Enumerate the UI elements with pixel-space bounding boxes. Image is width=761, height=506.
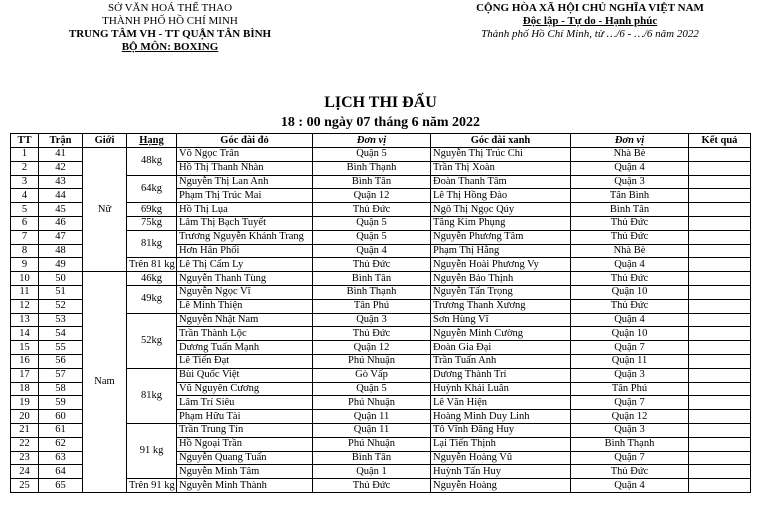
header-right — [440, 2, 740, 41]
blue-unit-cell: Quận 3 — [571, 368, 689, 382]
gender-cell: Nam — [83, 272, 127, 493]
red-unit-cell: Quận 1 — [313, 465, 431, 479]
red-fighter-cell: Bùi Quốc Việt — [177, 368, 313, 382]
blue-fighter-cell: Phạm Thị Hằng — [431, 244, 571, 258]
match-cell: 44 — [39, 189, 83, 203]
red-fighter-cell: Trần Trung Tín — [177, 423, 313, 437]
red-fighter-cell: Phạm Hữu Tài — [177, 410, 313, 424]
tt-cell: 2 — [11, 161, 39, 175]
red-fighter-cell: Võ Ngọc Trân — [177, 148, 313, 162]
match-cell: 56 — [39, 354, 83, 368]
blue-unit-cell: Quận 12 — [571, 410, 689, 424]
blue-unit-cell: Tân Phú — [571, 382, 689, 396]
match-cell: 57 — [39, 368, 83, 382]
red-unit-cell: Quận 11 — [313, 423, 431, 437]
blue-unit-cell: Quận 10 — [571, 285, 689, 299]
result-cell — [689, 479, 751, 493]
match-cell: 48 — [39, 244, 83, 258]
blue-fighter-cell: Trần Thị Xoàn — [431, 161, 571, 175]
org-line-4: BỘ MÔN: BOXING — [121, 41, 219, 53]
result-cell — [689, 148, 751, 162]
table-row — [11, 148, 751, 162]
red-fighter-cell: Lâm Trí Siêu — [177, 396, 313, 410]
tt-cell: 25 — [11, 479, 39, 493]
red-fighter-cell: Hồ Ngoại Trần — [177, 437, 313, 451]
red-fighter-cell: Nguyễn Nhật Nam — [177, 313, 313, 327]
blue-fighter-cell: Đoàn Thanh Tâm — [431, 175, 571, 189]
tt-cell: 16 — [11, 354, 39, 368]
match-cell: 59 — [39, 396, 83, 410]
red-fighter-cell: Hồ Thị Thanh Nhàn — [177, 161, 313, 175]
red-unit-cell: Bình Thạnh — [313, 285, 431, 299]
col-blue-unit: Đơn vị — [571, 134, 689, 148]
blue-unit-cell: Quận 3 — [571, 423, 689, 437]
tt-cell: 12 — [11, 299, 39, 313]
tt-cell: 15 — [11, 341, 39, 355]
blue-fighter-cell: Lê Thị Hồng Đào — [431, 189, 571, 203]
result-cell — [689, 244, 751, 258]
blue-unit-cell: Thủ Đức — [571, 465, 689, 479]
result-cell — [689, 437, 751, 451]
result-cell — [689, 189, 751, 203]
red-unit-cell: Quận 3 — [313, 313, 431, 327]
tt-cell: 24 — [11, 465, 39, 479]
red-fighter-cell: Nguyễn Thanh Tùng — [177, 272, 313, 286]
red-fighter-cell: Nguyễn Minh Thành — [177, 479, 313, 493]
result-cell — [689, 368, 751, 382]
blue-unit-cell: Quận 11 — [571, 354, 689, 368]
tt-cell: 19 — [11, 396, 39, 410]
weight-cell: 69kg — [127, 203, 177, 217]
col-match: Trận — [39, 134, 83, 148]
blue-fighter-cell: Nguyễn Tấn Trọng — [431, 285, 571, 299]
blue-unit-cell: Nhà Bè — [571, 148, 689, 162]
tt-cell: 7 — [11, 230, 39, 244]
blue-unit-cell: Quận 4 — [571, 479, 689, 493]
red-fighter-cell: Lê Thị Cẩm Ly — [177, 258, 313, 272]
red-unit-cell: Phú Nhuận — [313, 396, 431, 410]
tt-cell: 17 — [11, 368, 39, 382]
blue-unit-cell: Thủ Đức — [571, 216, 689, 230]
red-unit-cell: Phú Nhuận — [313, 437, 431, 451]
match-cell: 52 — [39, 299, 83, 313]
match-cell: 47 — [39, 230, 83, 244]
blue-unit-cell: Thủ Đức — [571, 230, 689, 244]
org-line-1: SỞ VĂN HOÁ THỂ THAO — [107, 2, 233, 14]
match-cell: 64 — [39, 465, 83, 479]
red-unit-cell: Quận 4 — [313, 244, 431, 258]
red-unit-cell: Quận 5 — [313, 148, 431, 162]
result-cell — [689, 382, 751, 396]
red-fighter-cell: Lê Minh Thiện — [177, 299, 313, 313]
tt-cell: 20 — [11, 410, 39, 424]
red-unit-cell: Quận 5 — [313, 216, 431, 230]
red-fighter-cell: Nguyễn Quang Tuấn — [177, 451, 313, 465]
national-motto: Độc lập - Tự do - Hạnh phúc — [522, 15, 658, 27]
schedule-table — [10, 133, 751, 493]
weight-cell: 64kg — [127, 175, 177, 203]
red-unit-cell: Bình Thạnh — [313, 161, 431, 175]
match-cell: 63 — [39, 451, 83, 465]
blue-unit-cell: Quận 10 — [571, 327, 689, 341]
blue-fighter-cell: Huỳnh Tấn Huy — [431, 465, 571, 479]
red-fighter-cell: Lâm Thị Bạch Tuyết — [177, 216, 313, 230]
red-fighter-cell: Hồ Thị Lụa — [177, 203, 313, 217]
weight-cell: 75kg — [127, 216, 177, 230]
col-result: Kết quả — [689, 134, 751, 148]
red-fighter-cell: Vũ Nguyên Cương — [177, 382, 313, 396]
blue-fighter-cell: Dương Thành Trí — [431, 368, 571, 382]
blue-fighter-cell: Nguyễn Thị Trúc Chi — [431, 148, 571, 162]
blue-unit-cell: Quận 4 — [571, 161, 689, 175]
blue-fighter-cell: Nguyễn Hoài Phương Vy — [431, 258, 571, 272]
match-cell: 43 — [39, 175, 83, 189]
blue-unit-cell: Thủ Đức — [571, 299, 689, 313]
result-cell — [689, 258, 751, 272]
result-cell — [689, 396, 751, 410]
match-cell: 62 — [39, 437, 83, 451]
tt-cell: 6 — [11, 216, 39, 230]
tt-cell: 11 — [11, 285, 39, 299]
red-unit-cell: Thủ Đức — [313, 258, 431, 272]
result-cell — [689, 465, 751, 479]
tt-cell: 13 — [11, 313, 39, 327]
tt-cell: 9 — [11, 258, 39, 272]
col-weight: Hạng — [127, 134, 177, 148]
place-date: Thành phố Hồ Chí Minh, từ …/6 - …/6 năm 2022 — [481, 28, 699, 40]
red-unit-cell: Thủ Đức — [313, 479, 431, 493]
match-cell: 42 — [39, 161, 83, 175]
weight-cell: 48kg — [127, 148, 177, 176]
match-cell: 51 — [39, 285, 83, 299]
red-fighter-cell: Phạm Thị Trúc Mai — [177, 189, 313, 203]
red-unit-cell: Quận 12 — [313, 189, 431, 203]
red-fighter-cell: Nguyễn Ngọc Vĩ — [177, 285, 313, 299]
red-unit-cell: Bình Tân — [313, 175, 431, 189]
org-line-3: TRUNG TÂM VH - TT QUẬN TÂN BÌNH — [68, 28, 272, 40]
match-cell: 49 — [39, 258, 83, 272]
red-unit-cell: Quận 12 — [313, 341, 431, 355]
red-unit-cell: Thủ Đức — [313, 203, 431, 217]
red-unit-cell: Gò Vấp — [313, 368, 431, 382]
blue-unit-cell: Quận 3 — [571, 175, 689, 189]
match-cell: 53 — [39, 313, 83, 327]
weight-cell: 81kg — [127, 368, 177, 423]
blue-unit-cell: Bình Tân — [571, 203, 689, 217]
org-line-2: THÀNH PHỐ HỒ CHÍ MINH — [102, 15, 238, 27]
result-cell — [689, 161, 751, 175]
blue-unit-cell: Bình Thạnh — [571, 437, 689, 451]
match-cell: 54 — [39, 327, 83, 341]
match-cell: 58 — [39, 382, 83, 396]
col-red-corner: Góc đài đỏ — [177, 134, 313, 148]
blue-unit-cell: Quận 4 — [571, 258, 689, 272]
red-unit-cell: Quận 5 — [313, 230, 431, 244]
result-cell — [689, 216, 751, 230]
weight-cell: Trên 91 kg — [127, 479, 177, 493]
match-cell: 60 — [39, 410, 83, 424]
weight-cell: 81kg — [127, 230, 177, 258]
tt-cell: 8 — [11, 244, 39, 258]
national-title: CỘNG HÒA XÃ HỘI CHỦ NGHĨA VIỆT NAM — [476, 2, 704, 14]
blue-unit-cell: Tân Bình — [571, 189, 689, 203]
blue-fighter-cell: Trần Tuấn Anh — [431, 354, 571, 368]
tt-cell: 22 — [11, 437, 39, 451]
weight-cell: 49kg — [127, 285, 177, 313]
blue-unit-cell: Quận 7 — [571, 341, 689, 355]
result-cell — [689, 175, 751, 189]
match-cell: 61 — [39, 423, 83, 437]
result-cell — [689, 451, 751, 465]
match-cell: 46 — [39, 216, 83, 230]
tt-cell: 4 — [11, 189, 39, 203]
match-cell: 65 — [39, 479, 83, 493]
blue-fighter-cell: Đoàn Gia Đại — [431, 341, 571, 355]
result-cell — [689, 299, 751, 313]
match-cell: 45 — [39, 203, 83, 217]
result-cell — [689, 410, 751, 424]
blue-unit-cell: Thủ Đức — [571, 272, 689, 286]
header-row — [11, 134, 751, 148]
tt-cell: 23 — [11, 451, 39, 465]
blue-unit-cell: Quận 4 — [571, 313, 689, 327]
blue-unit-cell: Nhà Bè — [571, 244, 689, 258]
blue-fighter-cell: Trương Thanh Xương — [431, 299, 571, 313]
tt-cell: 14 — [11, 327, 39, 341]
red-fighter-cell: Trần Thành Lộc — [177, 327, 313, 341]
col-red-unit: Đơn vị — [313, 134, 431, 148]
blue-fighter-cell: Nguyễn Hoàng — [431, 479, 571, 493]
red-unit-cell: Phú Nhuận — [313, 354, 431, 368]
blue-fighter-cell: Ngô Thị Ngọc Qúy — [431, 203, 571, 217]
page-title: LỊCH THI ĐẤU — [324, 94, 437, 111]
red-unit-cell: Quận 5 — [313, 382, 431, 396]
result-cell — [689, 203, 751, 217]
red-fighter-cell: Lê Tiến Đạt — [177, 354, 313, 368]
blue-fighter-cell: Lê Văn Hiện — [431, 396, 571, 410]
blue-fighter-cell: Nguyễn Bảo Thịnh — [431, 272, 571, 286]
result-cell — [689, 327, 751, 341]
blue-fighter-cell: Nguyễn Minh Cường — [431, 327, 571, 341]
match-cell: 41 — [39, 148, 83, 162]
blue-fighter-cell: Sơn Hùng Vĩ — [431, 313, 571, 327]
header-left — [40, 2, 300, 54]
gender-cell: Nữ — [83, 148, 127, 272]
red-unit-cell: Tân Phú — [313, 299, 431, 313]
red-unit-cell: Bình Tân — [313, 451, 431, 465]
weight-cell: 46kg — [127, 272, 177, 286]
tt-cell: 3 — [11, 175, 39, 189]
table-body — [11, 148, 751, 493]
red-fighter-cell: Dương Tuấn Mạnh — [177, 341, 313, 355]
red-fighter-cell: Trương Nguyễn Khánh Trang — [177, 230, 313, 244]
blue-unit-cell: Quận 7 — [571, 396, 689, 410]
result-cell — [689, 341, 751, 355]
blue-fighter-cell: Hoàng Minh Duy Linh — [431, 410, 571, 424]
tt-cell: 1 — [11, 148, 39, 162]
result-cell — [689, 230, 751, 244]
blue-fighter-cell: Tăng Kim Phụng — [431, 216, 571, 230]
weight-cell: 52kg — [127, 313, 177, 368]
red-fighter-cell: Nguyễn Minh Tâm — [177, 465, 313, 479]
match-cell: 55 — [39, 341, 83, 355]
blue-fighter-cell: Nguyễn Phương Tâm — [431, 230, 571, 244]
red-unit-cell: Thủ Đức — [313, 327, 431, 341]
result-cell — [689, 423, 751, 437]
red-unit-cell: Bình Tân — [313, 272, 431, 286]
tt-cell: 18 — [11, 382, 39, 396]
tt-cell: 10 — [11, 272, 39, 286]
result-cell — [689, 272, 751, 286]
blue-fighter-cell: Nguyễn Hoàng Vũ — [431, 451, 571, 465]
result-cell — [689, 285, 751, 299]
red-fighter-cell: Nguyễn Thị Lan Anh — [177, 175, 313, 189]
weight-cell: 91 kg — [127, 423, 177, 478]
tt-cell: 5 — [11, 203, 39, 217]
col-tt: TT — [11, 134, 39, 148]
result-cell — [689, 354, 751, 368]
blue-fighter-cell: Tô Vĩnh Đăng Huy — [431, 423, 571, 437]
match-cell: 50 — [39, 272, 83, 286]
blue-fighter-cell: Lại Tiến Thịnh — [431, 437, 571, 451]
col-blue-corner: Góc đài xanh — [431, 134, 571, 148]
blue-unit-cell: Quận 7 — [571, 451, 689, 465]
tt-cell: 21 — [11, 423, 39, 437]
result-cell — [689, 313, 751, 327]
table-row — [11, 272, 751, 286]
red-fighter-cell: Hơn Hân Phối — [177, 244, 313, 258]
red-unit-cell: Quận 11 — [313, 410, 431, 424]
page-subtitle: 18 : 00 ngày 07 tháng 6 năm 2022 — [280, 115, 481, 130]
weight-cell: Trên 81 kg — [127, 258, 177, 272]
col-gender: Giới — [83, 134, 127, 148]
blue-fighter-cell: Huỳnh Khải Luân — [431, 382, 571, 396]
